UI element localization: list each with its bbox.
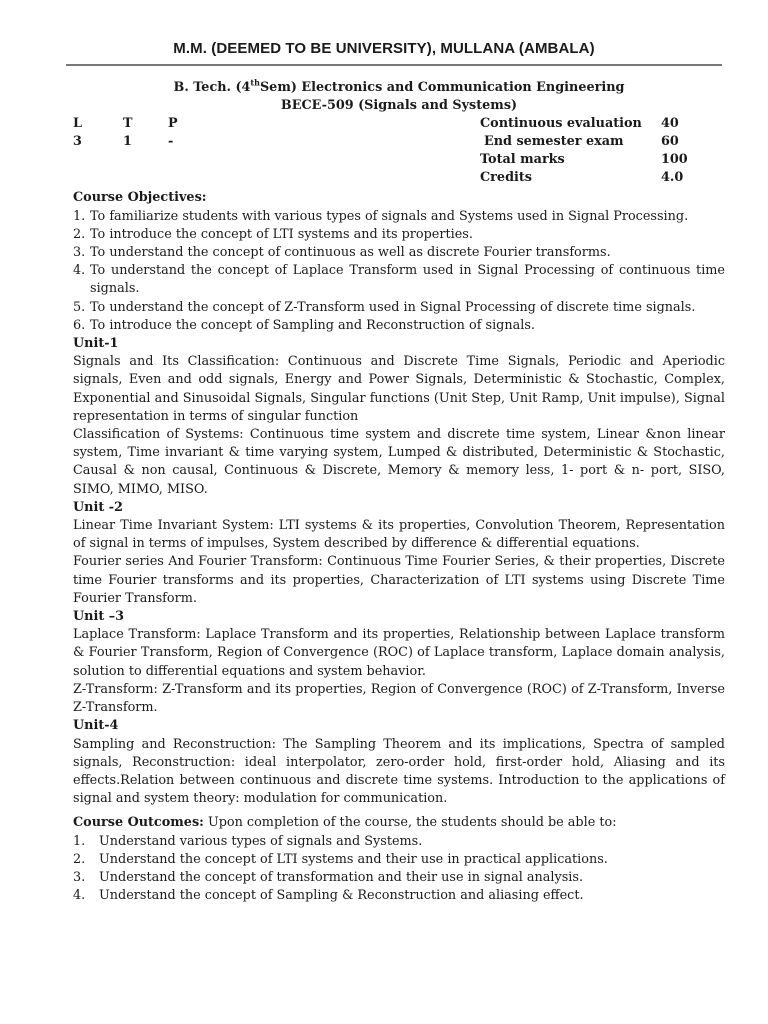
- syllabus-content: [73, 79, 725, 905]
- outcomes-heading: Course Outcomes:: [73, 815, 204, 831]
- eval-value-credits: 4.0: [661, 170, 684, 186]
- objective-text: To introduce the concept of LTI systems and its properties.: [90, 226, 473, 242]
- outcomes-list: [73, 833, 725, 906]
- objective-number: 4.: [73, 263, 86, 279]
- outcome-item: [73, 869, 725, 887]
- ltp-value-p: -: [168, 134, 174, 150]
- ltp-evaluation-table: [73, 115, 725, 189]
- outcome-item: [73, 851, 725, 869]
- objective-number: 5.: [73, 299, 86, 315]
- unit-4-paragraph-sampling: Sampling and Reconstruction: The Sampling Theorem and its implications, Spectra of sampled signals, Reconstruction: ideal interpolator, zero-order hold, first-order hold, Aliasing and its effects.Relation between continuous and discrete time systems. Introduction to the applications of signal and system theory: modulation for communication.: [73, 736, 725, 807]
- eval-value-total: 100: [661, 152, 688, 168]
- objective-number: 2.: [73, 226, 86, 242]
- course-title-sup: th: [250, 77, 260, 88]
- objective-item: [73, 299, 725, 317]
- objective-text: To understand the concept of continuous as well as discrete Fourier transforms.: [90, 245, 611, 261]
- outcome-number: 4.: [73, 888, 86, 904]
- unit-2-paragraph-fourier: Fourier series And Fourier Transform: Continuous Time Fourier Series, & their properties, Discrete time Fourier transforms and its properties, Characterization of LTI systems using Discrete Time Fourier Transform.: [73, 554, 725, 606]
- eval-value-continuous: 40: [661, 116, 679, 132]
- objectives-list: [73, 208, 725, 335]
- objective-number: 3.: [73, 245, 86, 261]
- outcome-number: 2.: [73, 851, 86, 867]
- eval-label-credits: Credits: [480, 170, 532, 186]
- course-code: BECE-509 (Signals and Systems): [280, 98, 518, 114]
- outcome-text: Understand various types of signals and Systems.: [99, 833, 423, 849]
- eval-label-end-sem: End semester exam: [484, 134, 624, 150]
- objective-item: [73, 208, 725, 226]
- unit-2-paragraph-lti: Linear Time Invariant System: LTI systems & its properties, Convolution Theorem, Representation of signal in terms of impulses, System described by difference & differential equations.: [73, 518, 725, 552]
- outcome-text: Understand the concept of Sampling & Reconstruction and aliasing effect.: [99, 888, 584, 904]
- unit-4-heading: Unit-4: [73, 718, 119, 734]
- ltp-header-l: L: [73, 116, 82, 132]
- unit-3-paragraph-z-transform: Z-Transform: Z-Transform and its properties, Region of Convergence (ROC) of Z-Transform, Inverse Z-Transform.: [73, 681, 725, 716]
- unit-1-paragraph-signals: Signals and Its Classification: Continuous and Discrete Time Signals, Periodic and Aperiodic signals, Even and odd signals, Energy and Power Signals, Deterministic & Stochastic, Complex, Exponential and Sinusoidal Signals, Singular functions (Unit Step, Unit Ramp, Unit impulse), Signal representation in terms of singular function: [73, 354, 725, 424]
- objective-number: 6.: [73, 317, 86, 333]
- objective-text: To understand the concept of Laplace Transform used in Signal Processing of continuous time signals.: [90, 263, 725, 297]
- objective-item: [73, 317, 725, 335]
- outcome-item: [73, 833, 725, 851]
- course-title-prefix: B. Tech. (4: [173, 80, 251, 95]
- outcome-text: Understand the concept of LTI systems and their use in practical applications.: [99, 851, 608, 867]
- unit-1-paragraph-systems: Classification of Systems: Continuous time system and discrete time system, Linear &non linear system, Time invariant & time varying system, Lumped & distributed, Deterministic & Stochastic, Causal & non causal, Continuous & Discrete, Memory & memory less, 1- port & n- port, SISO, SIMO, MIMO, MISO.: [73, 427, 725, 497]
- outcome-number: 1.: [73, 833, 86, 849]
- outcomes-intro-line: [73, 814, 725, 832]
- ltp-value-t: 1: [123, 134, 132, 150]
- objective-text: To introduce the concept of Sampling and Reconstruction of signals.: [90, 317, 535, 333]
- outcomes-intro: Upon completion of the course, the students should be able to:: [203, 815, 617, 831]
- objective-item: [73, 262, 725, 298]
- ltp-value-l: 3: [73, 134, 82, 150]
- objective-text: To familiarize students with various types of signals and Systems used in Signal Processing.: [90, 208, 689, 224]
- objective-item: [73, 226, 725, 244]
- unit-3-heading: Unit –3: [73, 609, 124, 625]
- outcome-item: [73, 887, 725, 905]
- outcome-number: 3.: [73, 869, 86, 885]
- objectives-heading: Course Objectives:: [73, 190, 207, 206]
- header-divider: [66, 64, 722, 66]
- unit-1-heading: Unit-1: [73, 336, 119, 352]
- objective-item: [73, 244, 725, 262]
- course-title-suffix: Sem) Electronics and Communication Engineering: [259, 80, 625, 95]
- ltp-header-p: P: [168, 116, 178, 132]
- eval-label-continuous: Continuous evaluation: [480, 116, 642, 132]
- objective-number: 1.: [73, 208, 86, 224]
- objective-text: To understand the concept of Z-Transform used in Signal Processing of discrete time signals.: [90, 299, 696, 315]
- eval-value-end-sem: 60: [661, 134, 679, 150]
- eval-label-total: Total marks: [480, 152, 565, 168]
- ltp-header-t: T: [123, 116, 133, 132]
- unit-2-heading: Unit -2: [73, 499, 123, 515]
- university-header: M.M. (DEEMED TO BE UNIVERSITY), MULLANA (AMBALA): [173, 40, 595, 57]
- unit-3-paragraph-laplace: Laplace Transform: Laplace Transform and its properties, Relationship between Laplace transform & Fourier Transform, Region of Convergence (ROC) of Laplace transform, Laplace domain analysis, solution to differential equations and system behavior.: [73, 627, 725, 679]
- course-title: [73, 79, 725, 97]
- outcome-text: Understand the concept of transformation and their use in signal analysis.: [99, 869, 584, 885]
